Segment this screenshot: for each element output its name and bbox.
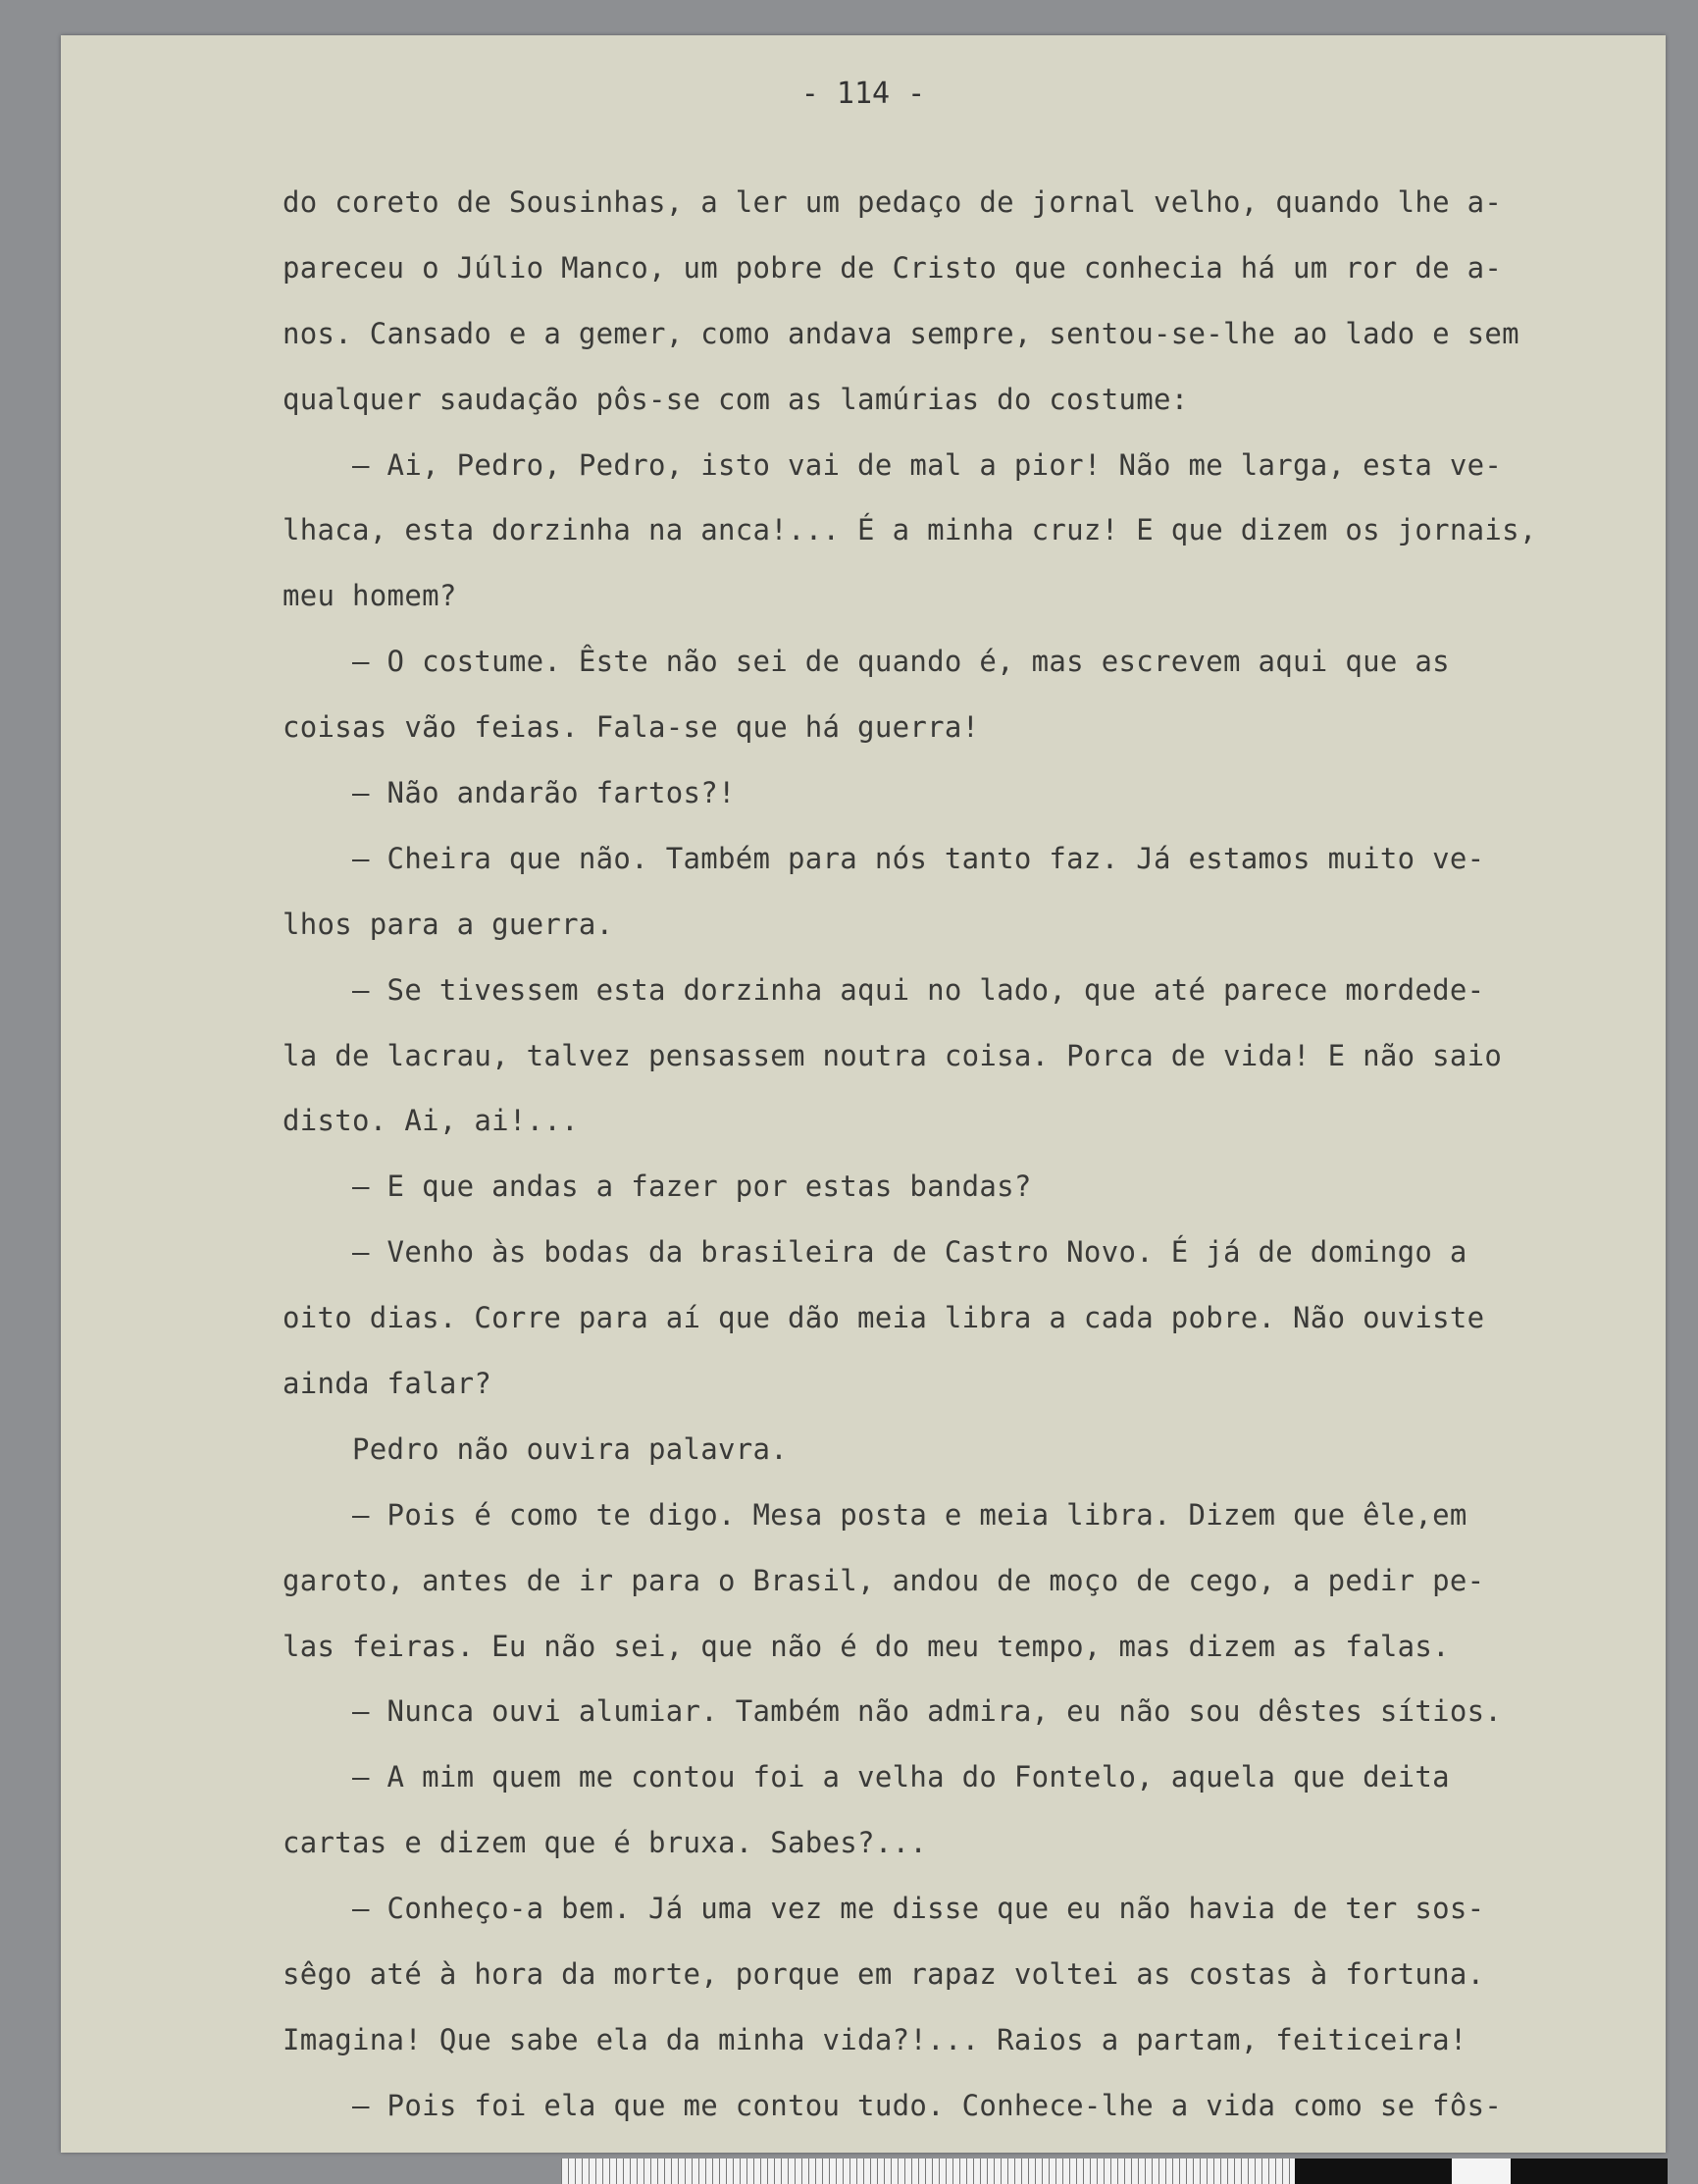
- text-line: oito dias. Corre para aí que dão meia libra a cada pobre. Não ouviste: [283, 1301, 1485, 1335]
- text-line: — Pois é como te digo. Mesa posta e meia libra. Dizem que êle,em: [283, 1497, 1467, 1532]
- text-line: — O costume. Êste não sei de quando é, mas escrevem aqui que as: [283, 645, 1450, 679]
- text-line: — Não andarão fartos?!: [283, 776, 736, 810]
- text-line: — E que andas a fazer por estas bandas?: [283, 1170, 1032, 1204]
- text-line: do coreto de Sousinhas, a ler um pedaço de jornal velho, quando lhe a-: [283, 185, 1503, 219]
- text-line: — Se tivessem esta dorzinha aqui no lado, que até parece mordede-: [283, 972, 1485, 1007]
- body-text: [283, 170, 1695, 2139]
- text-line: — Cheira que não. Também para nós tanto faz. Já estamos muito ve-: [283, 841, 1485, 875]
- text-line: sêgo até à hora da morte, porque em rapaz voltei as costas à fortuna.: [283, 1957, 1485, 1992]
- text-line: — Conheço-a bem. Já uma vez me disse que eu não havia de ter sos-: [283, 1892, 1485, 1926]
- text-line: — Pois foi ela que me contou tudo. Conhece-lhe a vida como se fôs-: [283, 2088, 1503, 2122]
- scale-white-segment: [1452, 2158, 1511, 2184]
- text-line: lhaca, esta dorzinha na anca!... É a minha cruz! E que dizem os jornais,: [283, 513, 1537, 547]
- text-line: disto. Ai, ai!...: [283, 1104, 579, 1138]
- text-line: meu homem?: [283, 579, 457, 613]
- text-line: coisas vão feias. Fala-se que há guerra!: [283, 710, 980, 745]
- text-line: Pedro não ouvira palavra.: [283, 1431, 789, 1466]
- text-line: pareceu o Júlio Manco, um pobre de Cristo que conhecia há um ror de a-: [283, 250, 1503, 285]
- scale-black-segment: [1511, 2158, 1668, 2184]
- text-line: cartas e dizem que é bruxa. Sabes?...: [283, 1826, 928, 1860]
- text-line: — Nunca ouvi alumiar. Também não admira, eu não sou dêstes sítios.: [283, 1694, 1503, 1729]
- text-line: — A mim quem me contou foi a velha do Fontelo, aquela que deita: [283, 1760, 1450, 1794]
- text-line: las feiras. Eu não sei, que não é do meu tempo, mas dizem as falas.: [283, 1629, 1450, 1663]
- text-line: lhos para a guerra.: [283, 907, 614, 941]
- page-number: - 114 -: [800, 77, 926, 111]
- scale-black-segment: [1295, 2158, 1452, 2184]
- text-line: nos. Cansado e a gemer, como andava sempre, sentou-se-lhe ao lado e sem: [283, 316, 1519, 350]
- text-line: qualquer saudação pôs-se com as lamúrias do costume:: [283, 382, 1189, 416]
- text-line: — Venho às bodas da brasileira de Castro Novo. É já de domingo a: [283, 1235, 1467, 1270]
- text-line: garoto, antes de ir para o Brasil, andou de moço de cego, a pedir pe-: [283, 1563, 1485, 1597]
- measurement-scale: [561, 2158, 1668, 2184]
- text-line: la de lacrau, talvez pensassem noutra coisa. Porca de vida! E não saio: [283, 1038, 1503, 1072]
- text-line: Imagina! Que sabe ela da minha vida?!... Raios a partam, feiticeira!: [283, 2022, 1467, 2056]
- scale-ticks: [561, 2158, 1295, 2184]
- text-line: ainda falar?: [283, 1367, 492, 1401]
- text-line: — Ai, Pedro, Pedro, isto vai de mal a pior! Não me larga, esta ve-: [283, 447, 1503, 482]
- typewritten-page: [61, 35, 1666, 2153]
